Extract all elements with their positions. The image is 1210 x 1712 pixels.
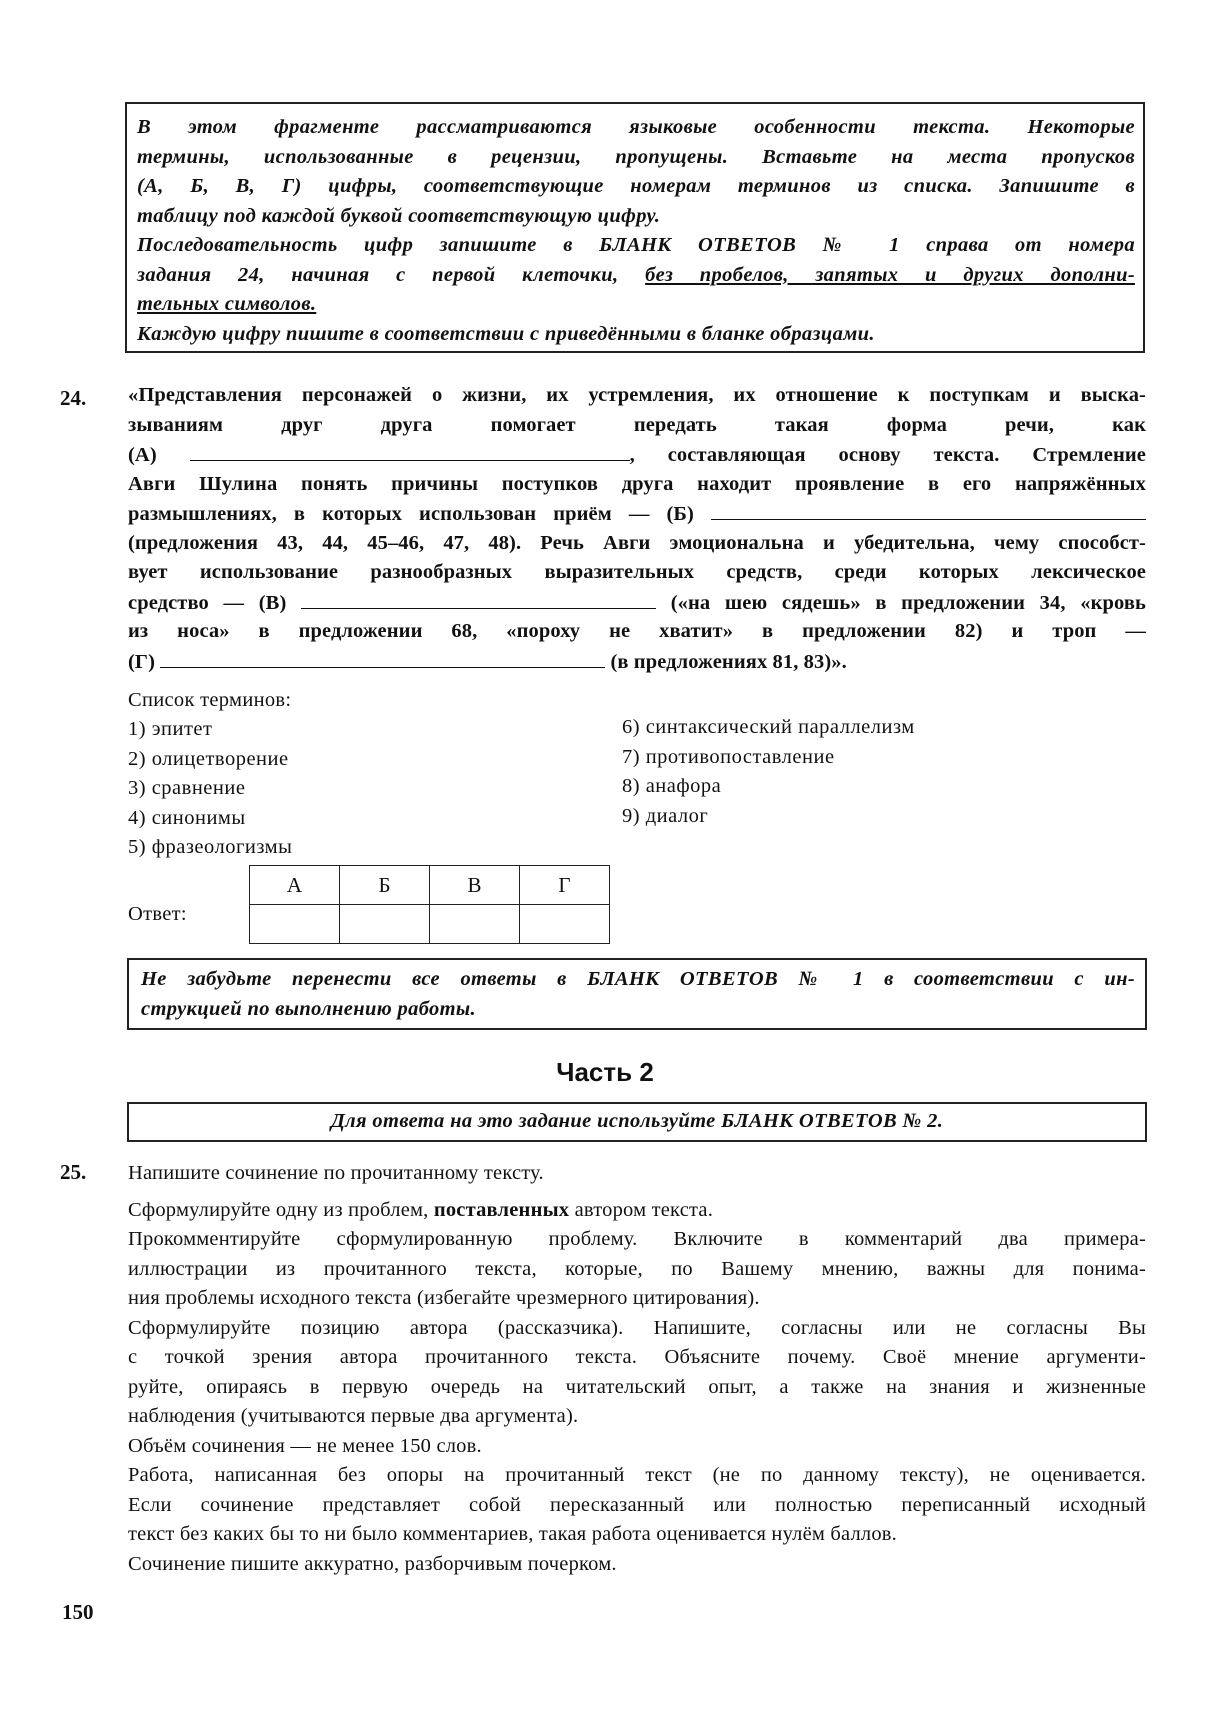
task25-line: Напишите сочинение по прочитанному тексту. [128,1162,544,1184]
task24-line: «Представления персонажей о жизни, их устремления, их отношение к поступкам и выска- [128,384,1146,406]
task25-line: Сформулируйте одну из проблем, поставленных автором текста. [128,1198,714,1221]
part2-title: Часть 2 [556,1057,654,1087]
task24-line: (Г) (в предложениях 81, 83)». [128,647,1146,677]
part2-box [127,1102,1147,1142]
term-item: 9) диалог [622,804,709,827]
task25-text [128,1159,1146,1579]
instruction-line: Каждую цифру пишите в соответствии с приведёнными в бланке образцами. [137,322,875,345]
task-number: 24. [60,386,87,410]
reminder-line: струкцией по выполнению работы. [141,997,476,1020]
instruction-line: задания 24, начиная с первой клеточки, без пробелов, запятых и других дополни- [137,263,1135,286]
task25-line: руйте, опираясь в первую очередь на читательский опыт, а также на знания и жизненные [128,1375,1146,1398]
task25-line: Если сочинение представляет собой пересказанный или полностью переписанный исходный [128,1493,1146,1516]
instruction-box [125,102,1145,353]
underlined-text: тельных символов. [137,293,317,315]
answer-label: Ответ: [128,903,187,925]
answer-header-b: Б [340,866,430,905]
term-item: 4) синонимы [128,806,246,829]
terms-left-column [128,715,292,863]
answer-header-g: Г [520,866,610,905]
task25-line: Сформулируйте позицию автора (рассказчика). Напишите, согласны или не согласны Вы [128,1316,1146,1339]
reminder-line: Не забудьте перенести все ответы в БЛАНК ОТВЕТОВ № 1 в соответствии с ин- [141,968,1135,990]
term-item: 8) анафора [622,775,722,797]
task25-line: иллюстрации из прочитанного текста, которые, по Вашему мнению, важны для понима- [128,1257,1146,1280]
task24-line: (А) , составляющая основу текста. Стремление [128,440,1146,470]
task25-line: Сочинение пишите аккуратно, разборчивым почерком. [128,1552,617,1575]
task24-text [128,381,1146,676]
instruction-text [137,113,1135,349]
task25-line: наблюдения (учитываются первые два аргумента). [128,1405,579,1427]
terms-title: Список терминов: [128,689,292,711]
task-number: 25. [60,1160,87,1184]
task24-line: из носа» в предложении 68, «пороху не хватит» в предложении 82) и троп — [128,620,1146,642]
answer-cell-a[interactable] [250,905,340,944]
reminder-text [141,965,1135,1024]
term-item: 3) сравнение [128,777,246,799]
term-item: 7) противопоставление [622,745,835,768]
underlined-text: без пробелов, запятых и других дополни- [645,263,1135,286]
term-item: 1) эпитет [128,718,213,740]
task25-line: текст без каких бы то ни было комментариев, такая работа оценивается нулём баллов. [128,1523,897,1545]
part2-box-text: Для ответа на это задание используйте БЛАНК ОТВЕТОВ № 2. [330,1110,944,1132]
task24-line: зываниям друг друга помогает передать такая форма речи, как [128,413,1146,436]
reminder-box [127,958,1147,1030]
task24-line: (предложения 43, 44, 45–46, 47, 48). Речь Авги эмоциональна и убедительна, чему способст- [128,531,1146,554]
blank-a [190,440,630,461]
task25-line: ния проблемы исходного текста (избегайте чрезмерного цитирования). [128,1287,760,1309]
task24-line: Авги Шулина понять причины поступков друга находит проявление в его напряжённых [128,472,1146,495]
answer-header-a: А [250,866,340,905]
page-number: 150 [62,1600,94,1624]
task24-line: вует использование разнообразных выразительных средств, среди которых лексическое [128,561,1146,583]
answer-cell-v[interactable] [430,905,520,944]
task25-line: Объём сочинения — не менее 150 слов. [128,1434,482,1457]
task24-line: размышлениях, в которых использован приём — (Б) [128,499,1146,529]
instruction-line: таблицу под каждой буквой соответствующую цифру. [137,204,661,227]
task25-line: с точкой зрения автора прочитанного текста. Объясните почему. Своё мнение аргументи- [128,1346,1146,1368]
answer-table [249,865,610,944]
blank-v [301,588,656,609]
answer-cell-g[interactable] [520,905,610,944]
term-item: 2) олицетворение [128,747,289,770]
instruction-line: термины, использованные в рецензии, пропущены. Вставьте на места пропусков [137,145,1135,168]
blank-b [711,499,1146,520]
answer-header-v: В [430,866,520,905]
instruction-line: В этом фрагменте рассматриваются языковые особенности текста. Некоторые [137,116,1135,138]
blank-g [160,647,605,668]
answer-cell-b[interactable] [340,905,430,944]
task25-line: Прокомментируйте сформулированную проблему. Включите в комментарий два примера- [128,1228,1146,1250]
instruction-line: (А, Б, В, Г) цифры, соответствующие номерам терминов из списка. Запишите в [137,175,1135,197]
terms-right-column [622,713,915,831]
term-item: 5) фразеологизмы [128,836,293,858]
term-item: 6) синтаксический параллелизм [622,716,915,738]
instruction-line: Последовательность цифр запишите в БЛАНК ОТВЕТОВ № 1 справа от номера [137,234,1135,256]
task24-line: средство — (В) («на шею сядешь» в предложении 34, «кровь [128,588,1146,618]
task25-line: Работа, написанная без опоры на прочитанный текст (не по данному тексту), не оценивается. [128,1464,1146,1486]
